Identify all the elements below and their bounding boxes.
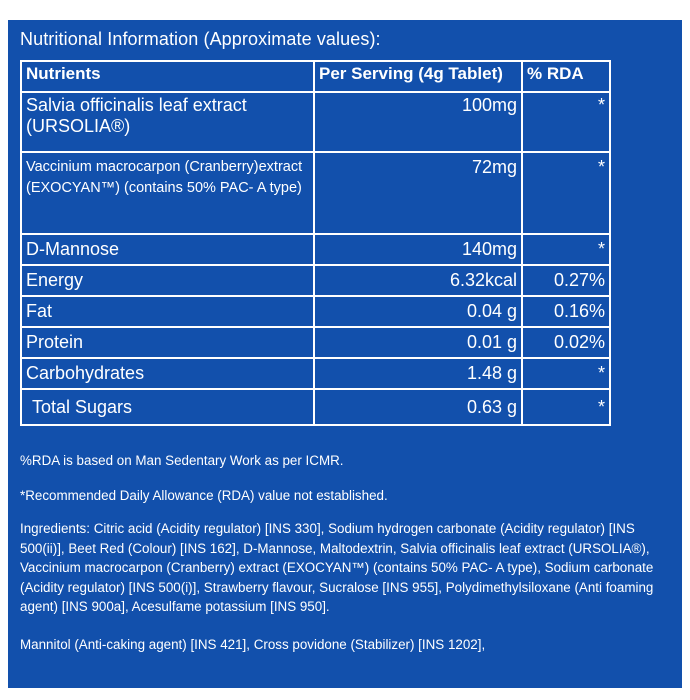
nutrient-rda: 0.02% [522,327,610,358]
nutrient-name: Protein [21,327,314,358]
rda-definition-note: *Recommended Daily Allowance (RDA) value not established. [20,488,388,503]
table-row [21,296,610,327]
nutrient-value: 100mg [314,92,522,152]
nutrient-name: Vaccinium macrocarpon (Cranberry)extract (EXOCYAN™) (contains 50% PAC- A type) [21,152,314,234]
nutrient-rda: 0.27% [522,265,610,296]
table-row [21,265,610,296]
column-header-rda: % RDA [522,61,610,92]
nutrient-name: Carbohydrates [21,358,314,389]
nutrient-rda: * [522,152,610,234]
nutrient-name: Salvia officinalis leaf extract (URSOLIA®) [21,92,314,152]
nutrition-table [20,60,611,426]
nutrient-rda: * [522,358,610,389]
table-header-row [21,61,610,92]
nutrition-panel [8,20,682,688]
nutrient-rda: * [522,234,610,265]
nutrient-value: 0.63 g [314,389,522,425]
nutrient-value: 0.04 g [314,296,522,327]
nutrient-rda: * [522,92,610,152]
rda-basis-note: %RDA is based on Man Sedentary Work as per ICMR. [20,453,344,468]
ingredients-text: Ingredients: Citric acid (Acidity regulator) [INS 330], Sodium hydrogen carbonate (Acidity regulator) [INS 500(ii)], Beet Red (Colour) [INS 162], D-Mannose, Maltodextrin, Salvia officinalis leaf extract (URSOLIA®), Vaccinium macrocarpon (Cranberry) extract (EXOCYAN™) (contains 50% PAC- A type), Sodium carbonate (Acidity regulator) [INS 500(i)], Strawberry flavour, Sucralose [INS 955], Polydimethylsiloxane (Anti foaming agent) [INS 900a], Acesulfame potassium [INS 950]. [20,521,654,614]
panel-heading: Nutritional Information (Approximate values): [20,29,381,49]
nutrient-name: Total Sugars [21,389,314,425]
table-row [21,234,610,265]
nutrient-name: Energy [21,265,314,296]
nutrient-value: 6.32kcal [314,265,522,296]
table-row [21,327,610,358]
nutrient-name: Fat [21,296,314,327]
nutrient-rda: 0.16% [522,296,610,327]
column-header-nutrients: Nutrients [21,61,314,92]
table-row [21,358,610,389]
table-row [21,152,610,234]
nutrient-rda: * [522,389,610,425]
nutrient-value: 140mg [314,234,522,265]
nutrient-value: 1.48 g [314,358,522,389]
table-row [21,389,610,425]
nutrient-name: D-Mannose [21,234,314,265]
table-row [21,92,610,152]
column-header-per-serving: Per Serving (4g Tablet) [314,61,522,92]
nutrient-value: 0.01 g [314,327,522,358]
mannitol-note: Mannitol (Anti-caking agent) [INS 421], Cross povidone (Stabilizer) [INS 1202], [20,637,486,652]
nutrient-value: 72mg [314,152,522,234]
